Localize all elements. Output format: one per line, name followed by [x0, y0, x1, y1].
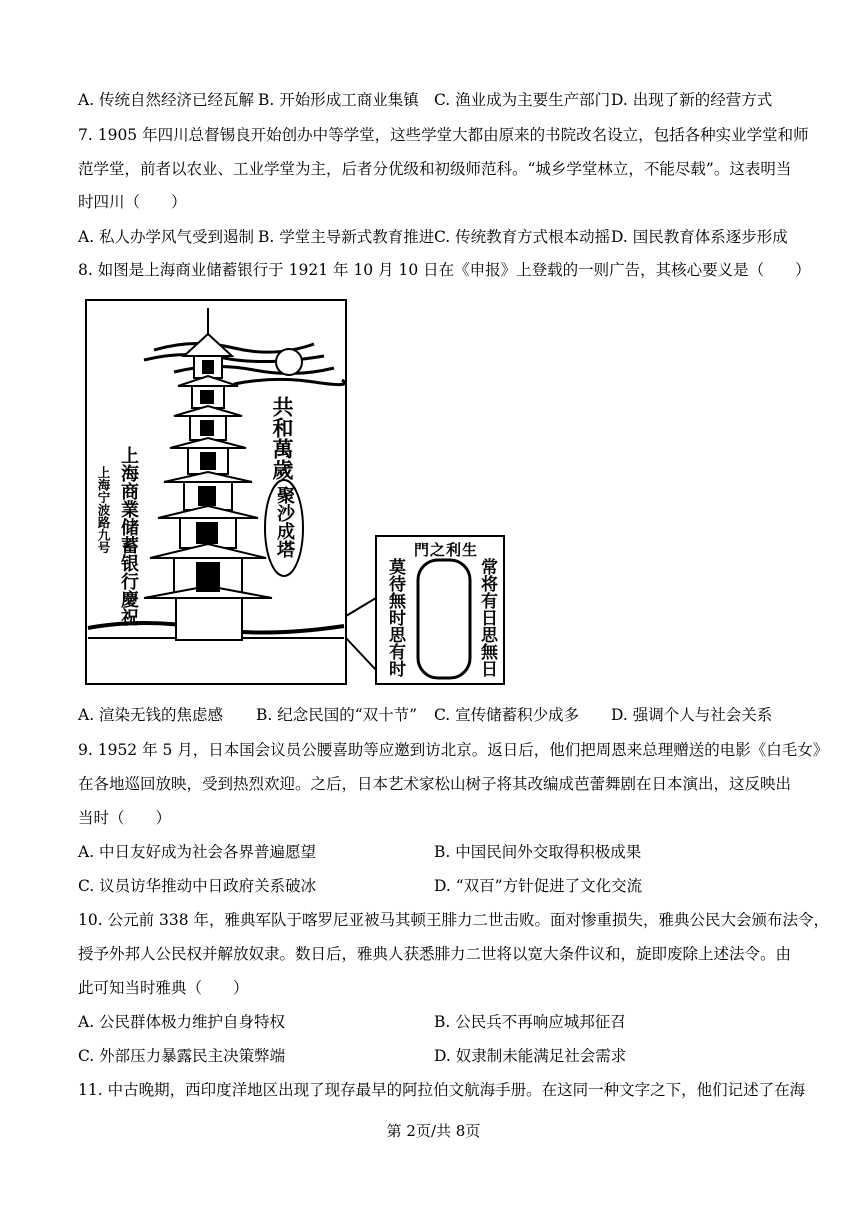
q10-option-a: A. 公民群体极力维护自身特权: [78, 1013, 286, 1031]
door-title-text: 門之利生: [414, 541, 479, 559]
q11-stem-line1: 11. 中古晚期，西印度洋地区出现了现存最早的阿拉伯文航海手册。在这同一种文字之下，他们记述了在海: [78, 1081, 806, 1099]
gonghe-wansui-text: 共和萬歲: [270, 396, 294, 480]
q9-stem-line2: 在各地巡回放映，受到热烈欢迎。之后，日本艺术家松山树子将其改编成芭蕾舞剧在日本演出，这反映出: [78, 775, 792, 793]
bank-address-text: 上海宁波路九号: [96, 466, 111, 554]
q8-option-c: C. 宣传储蓄积少成多: [434, 706, 580, 724]
q7-option-a: A. 私人办学风气受到遏制: [78, 228, 255, 246]
bank-name-text: 上海商業储蓄银行慶祝: [118, 446, 139, 626]
q6-option-b: B. 开始形成工商业集镇: [258, 91, 419, 109]
q7-option-c: C. 传统教育方式根本动摇: [434, 228, 611, 246]
advertisement-illustration: [84, 298, 512, 686]
q10-stem-line1: 10. 公元前 338 年，雅典军队于喀罗尼亚被马其顿王腓力二世击败。面对惨重损失，雅典公民大会颁布法令，: [78, 911, 830, 929]
q8-option-b: B. 纪念民国的“双十节”: [256, 706, 418, 724]
q7-option-b: B. 学堂主导新式教育推进: [258, 228, 435, 246]
page-number-footer: 第 2页/共 8页: [386, 1122, 481, 1140]
door-left-couplet: 莫待無时思有时: [385, 558, 405, 677]
q10-stem-line3: 此可知当时雅典（ ）: [78, 979, 249, 997]
q6-option-d: D. 出现了新的经营方式: [611, 91, 773, 109]
q7-stem-line2: 范学堂，前者以农业、工业学堂为主，后者分优级和初级师范科。“城乡学堂林立，不能尽载”。这表明当: [78, 160, 792, 178]
q10-option-c: C. 外部压力暴露民主决策弊端: [78, 1047, 286, 1065]
q7-stem-line1: 7. 1905 年四川总督锡良开始创办中等学堂，这些学堂大都由原来的书院改名设立，包括各种实业学堂和师: [78, 126, 809, 144]
q7-stem-line3: 时四川（ ）: [78, 193, 187, 211]
q9-option-a: A. 中日友好成为社会各界普遍愿望: [78, 843, 317, 861]
bank-advertisement-figure: [84, 298, 512, 686]
q10-option-d: D. 奴隶制未能满足社会需求: [434, 1047, 627, 1065]
jusha-chengta-text: 聚沙成塔: [274, 486, 295, 558]
q9-option-c: C. 议员访华推动中日政府关系破冰: [78, 877, 317, 895]
q9-stem-line1: 9. 1952 年 5 月，日本国会议员公腰喜助等应邀到访北京。返日后，他们把周恩来总理赠送的电影《白毛女》: [78, 741, 829, 759]
q9-stem-line3: 当时（ ）: [78, 809, 172, 827]
q10-stem-line2: 授予外邦人公民权并解放奴隶。数日后，雅典人获悉腓力二世将以宽大条件议和，旋即废除上述法令。由: [78, 945, 792, 963]
q8-stem: 8. 如图是上海商业储蓄银行于 1921 年 10 月 10 日在《申报》上登载的一则广告，其核心要义是（ ）: [78, 261, 811, 279]
q9-option-d: D. “双百”方针促进了文化交流: [434, 877, 643, 895]
q8-option-d: D. 强调个人与社会关系: [611, 706, 773, 724]
q10-option-b: B. 公民兵不再响应城邦征召: [434, 1013, 626, 1031]
q9-option-b: B. 中国民间外交取得积极成果: [434, 843, 642, 861]
q8-option-a: A. 渲染无钱的焦虑感: [78, 706, 224, 724]
q7-option-d: D. 国民教育体系逐步形成: [611, 228, 788, 246]
q6-option-a: A. 传统自然经济已经瓦解: [78, 91, 255, 109]
door-right-couplet: 常将有日思無日: [477, 558, 497, 677]
q6-option-c: C. 渔业成为主要生产部门: [434, 91, 611, 109]
